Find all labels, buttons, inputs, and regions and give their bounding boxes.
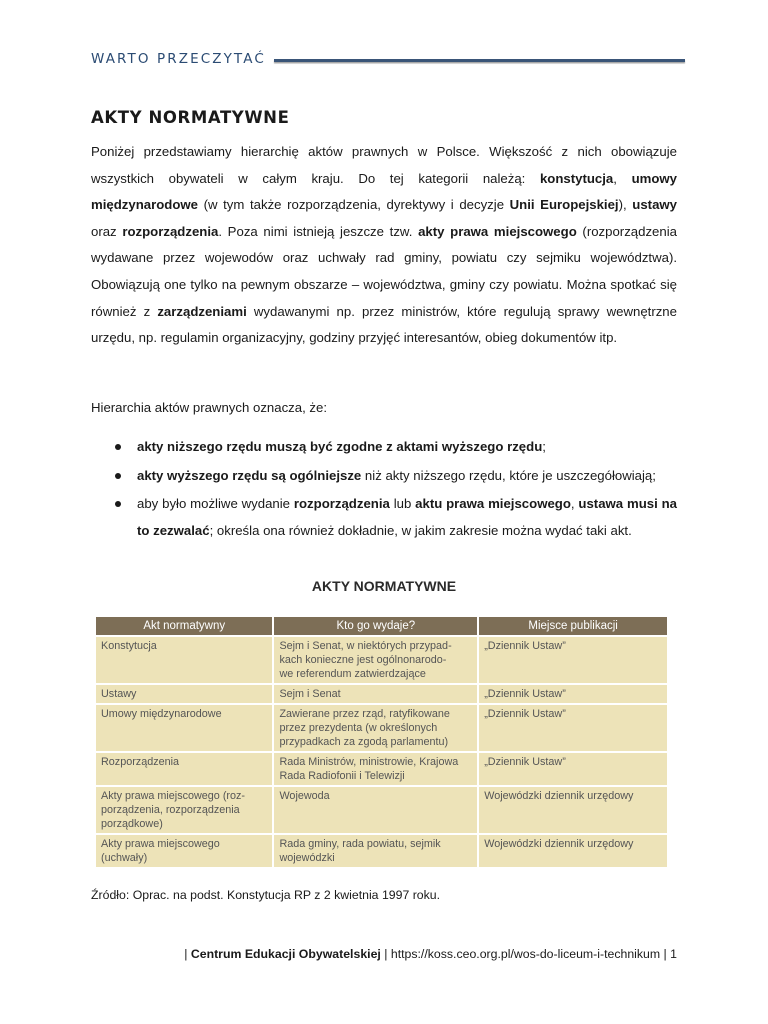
table-cell: „Dziennik Ustaw”: [479, 705, 667, 751]
emphasis-text: akty niższego rzędu muszą być zgodne z aktami wyższego rzędu: [137, 439, 543, 454]
bullet-icon: [115, 444, 121, 450]
body-text: ),: [618, 197, 633, 213]
source-note: Źródło: Oprac. na podst. Konstytucja RP z 2 kwietnia 1997 roku.: [91, 888, 441, 902]
list-item: [91, 434, 677, 461]
table-cell: Rada gminy, rada powiatu, sejmik wojewódzki: [274, 835, 477, 867]
emphasis-text: ustawa musi na to zezwalać: [137, 496, 677, 538]
hierarchy-intro: Hierarchia aktów prawnych oznacza, że:: [91, 400, 328, 415]
column-header: Akt normatywny: [96, 617, 272, 635]
table-row: [96, 835, 667, 867]
body-text: niż akty niższego rzędu, które je uszczegółowiają;: [361, 467, 656, 483]
emphasis-text: zarządzeniami: [157, 303, 247, 319]
page-title: AKTY NORMATYWNE: [91, 108, 290, 127]
table-cell: Wojewoda: [274, 787, 477, 833]
table-cell: Wojewódzki dziennik urzędowy: [479, 787, 667, 833]
body-text: . Poza nimi istnieją jeszcze tzw.: [218, 223, 419, 239]
bullet-icon: [115, 473, 121, 479]
body-text: aby było możliwe wydanie: [137, 496, 294, 512]
table-cell: „Dziennik Ustaw”: [479, 637, 667, 683]
bullet-icon: [115, 501, 121, 507]
table-cell: Zawierane przez rząd, ratyfikowane przez prezydenta (w określonych przypadkach za zgodą parlamentu): [274, 705, 477, 751]
table-cell: „Dziennik Ustaw”: [479, 753, 667, 785]
body-text: ;: [542, 439, 546, 454]
body-text: (rozporządzenia wydawane przez wojewodów oraz uchwały rad gminy, powiatu czy sejmiku województwa). Obowiązują one tylko na pewnym obszarze – województwa, gminy czy powiatu. Można spotkać się również z: [91, 223, 677, 319]
column-header: Kto go wydaje?: [274, 617, 477, 635]
footer-link-and-page: | https://koss.ceo.org.pl/wos-do-liceum-i-technikum | 1: [380, 947, 677, 961]
table-cell: Rozporządzenia: [96, 753, 272, 785]
emphasis-text: akty wyższego rzędu są ogólniejsze: [137, 467, 362, 483]
table-cell: Ustawy: [96, 685, 272, 703]
body-text: (w tym także rozporządzenia, dyrektywy i decyzje: [198, 197, 510, 213]
footer-prefix: |: [184, 947, 191, 961]
table-cell: Akty prawa miejscowego (uchwały): [96, 835, 272, 867]
list-item: [91, 463, 677, 490]
emphasis-text: rozporządzenia: [122, 223, 219, 239]
emphasis-text: aktu prawa miejscowego: [415, 496, 571, 512]
table-row: [96, 787, 667, 833]
table-row: [96, 705, 667, 751]
body-text: oraz: [91, 223, 123, 239]
body-text: ,: [570, 496, 579, 512]
emphasis-text: umowy międzynarodowe: [91, 170, 677, 213]
table-cell: Konstytucja: [96, 637, 272, 683]
table-cell: Sejm i Senat, w niektórych przypad- kach konieczne jest ogólnonarodo- we referendum zatwierdzające: [274, 637, 477, 683]
body-text: ; określa ona również dokładnie, w jakim zakresie można wydać taki akt.: [209, 522, 632, 538]
table-cell: Rada Ministrów, ministrowie, Krajowa Rada Radiofonii i Telewizji: [274, 753, 477, 785]
normative-acts-table: [94, 615, 669, 869]
body-text: Poniżej przedstawiamy hierarchię aktów prawnych w Polsce. Większość z nich obowiązuje wszystkich obywateli w całym kraju. Do tej kategorii należą:: [91, 144, 677, 186]
column-header: Miejsce publikacji: [479, 617, 667, 635]
table-cell: Akty prawa miejscowego (roz- porządzenia, rozporządzenia porządkowe): [96, 787, 272, 833]
page-footer: [184, 947, 677, 961]
table-cell: Wojewódzki dziennik urzędowy: [479, 835, 667, 867]
table-row: [96, 685, 667, 703]
emphasis-text: konstytucja: [539, 170, 614, 186]
table-cell: „Dziennik Ustaw”: [479, 685, 667, 703]
body-text: wydawanymi np. przez ministrów, które regulują sprawy wewnętrzne urzędu, np. regulamin organizacyjny, godziny przyjęć interesantów, obieg dokumentów itp.: [91, 303, 677, 346]
emphasis-text: ustawy: [632, 197, 677, 213]
footer-organization: Centrum Edukacji Obywatelskiej: [190, 947, 381, 961]
intro-paragraph: [91, 139, 677, 352]
table-row: [96, 753, 667, 785]
header-rule: [274, 59, 685, 62]
body-text: ,: [613, 170, 632, 186]
emphasis-text: Unii Europejskiej: [509, 197, 619, 213]
table-title: AKTY NORMATYWNE: [311, 578, 457, 594]
body-text: lub: [389, 496, 416, 512]
table-header-row: [96, 617, 667, 635]
table-cell: Umowy międzynarodowe: [96, 705, 272, 751]
emphasis-text: akty prawa miejscowego: [418, 223, 577, 239]
running-header: [91, 51, 685, 71]
section-label: WARTO PRZECZYTAĆ: [91, 51, 266, 67]
emphasis-text: rozporządzenia: [293, 496, 390, 512]
hierarchy-list: [91, 434, 677, 546]
table-cell: Sejm i Senat: [274, 685, 477, 703]
table-row: [96, 637, 667, 683]
list-item: [91, 491, 677, 544]
